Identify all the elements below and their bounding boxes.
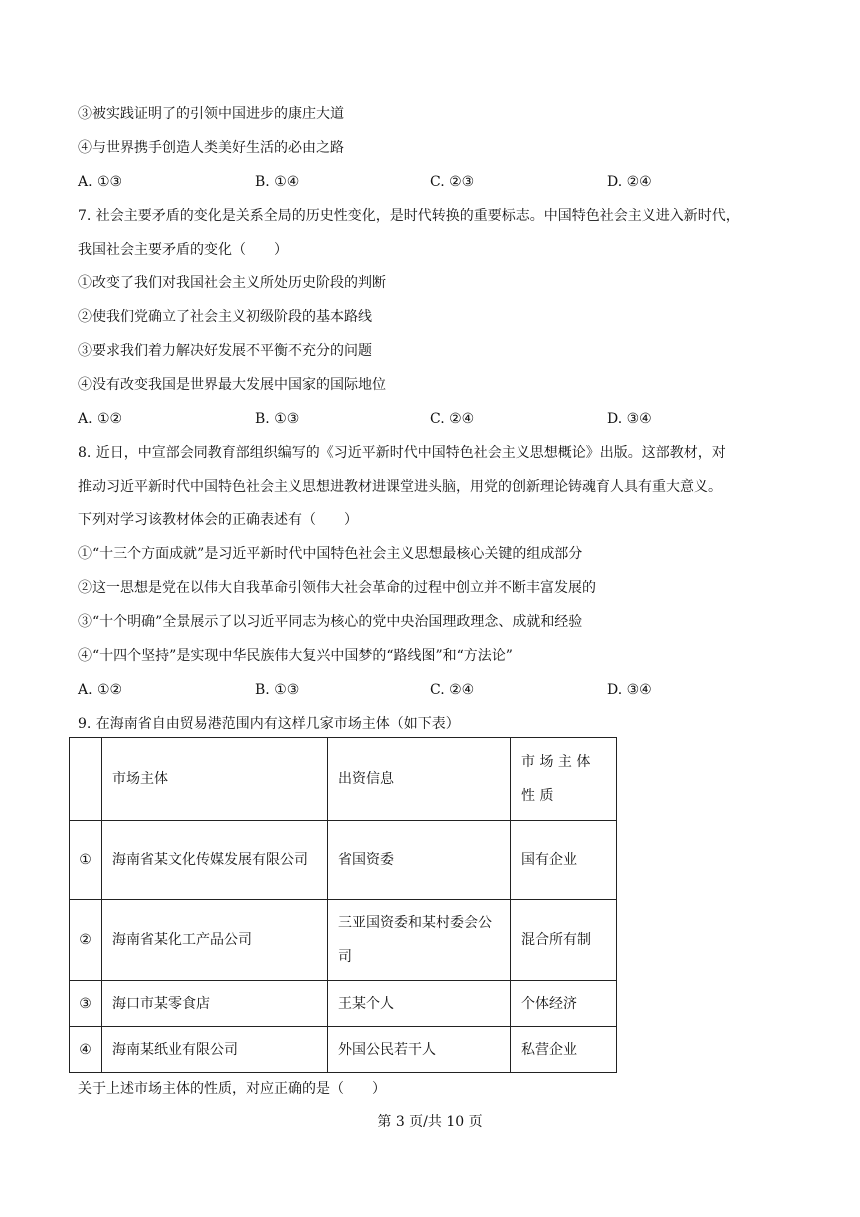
q7-item-4: ④没有改变我国是世界最大发展中国家的国际地位: [78, 377, 386, 393]
row-funding: 三亚国资委和某村委会公司: [328, 900, 511, 981]
row-index: ②: [70, 900, 102, 981]
q6-option-c[interactable]: C. ②③: [430, 174, 475, 190]
q6-item-4: ④与世界携手创造人类美好生活的必由之路: [78, 140, 344, 156]
table-header-row: [70, 738, 617, 821]
q8-options: [78, 680, 778, 700]
q7-item-1: ①改变了我们对我国社会主义所处历史阶段的判断: [78, 275, 386, 291]
q6-options: [78, 172, 778, 192]
q8-item-4: ④“十四个坚持”是实现中华民族伟大复兴中国梦的“路线图”和“方法论”: [78, 648, 513, 664]
header-funding: 出资信息: [328, 738, 511, 821]
row-nature: 私营企业: [511, 1027, 617, 1073]
q7-item-3: ③要求我们着力解决好发展不平衡不充分的问题: [78, 343, 372, 359]
row-index: ④: [70, 1027, 102, 1073]
market-entity-table: [69, 737, 617, 1073]
header-entity: 市场主体: [102, 738, 328, 821]
row-entity: 海南省某化工产品公司: [102, 900, 328, 981]
q7-stem-line2: 我国社会主要矛盾的变化（ ）: [78, 242, 288, 258]
row-entity: 海口市某零食店: [102, 981, 328, 1027]
q8-item-2: ②这一思想是党在以伟大自我革命引领伟大社会革命的过程中创立并不断丰富发展的: [78, 580, 596, 596]
q7-option-c[interactable]: C. ②④: [430, 411, 475, 427]
table-row: [70, 1027, 617, 1073]
q8-option-a[interactable]: A. ①②: [78, 682, 123, 698]
row-index: ③: [70, 981, 102, 1027]
row-funding: 王某个人: [328, 981, 511, 1027]
row-entity: 海南省某文化传媒发展有限公司: [102, 821, 328, 900]
q6-option-d[interactable]: D. ②④: [607, 174, 652, 190]
row-funding: 外国公民若干人: [328, 1027, 511, 1073]
q8-option-c[interactable]: C. ②④: [430, 682, 475, 698]
row-index: ①: [70, 821, 102, 900]
q9-stem: 9. 在海南省自由贸易港范围内有这样几家市场主体（如下表）: [78, 716, 460, 732]
row-nature: 个体经济: [511, 981, 617, 1027]
q8-option-d[interactable]: D. ③④: [607, 682, 652, 698]
q6-option-a[interactable]: A. ①③: [78, 174, 123, 190]
q8-stem-line3: 下列对学习该教材体会的正确表述有（ ）: [78, 512, 358, 528]
page-number: 第 3 页/共 10 页: [377, 1114, 483, 1130]
q6-option-b[interactable]: B. ①④: [255, 174, 300, 190]
q6-item-3: ③被实践证明了的引领中国进步的康庄大道: [78, 106, 344, 122]
q7-options: [78, 409, 778, 429]
row-entity: 海南某纸业有限公司: [102, 1027, 328, 1073]
q8-item-3: ③“十个明确”全景展示了以习近平同志为核心的党中央治国理政理念、成就和经验: [78, 614, 583, 630]
header-index: [70, 738, 102, 821]
table-row: [70, 900, 617, 981]
q7-item-2: ②使我们党确立了社会主义初级阶段的基本路线: [78, 309, 372, 325]
q7-option-d[interactable]: D. ③④: [607, 411, 652, 427]
q7-option-b[interactable]: B. ①③: [255, 411, 300, 427]
q8-stem-line2: 推动习近平新时代中国特色社会主义思想进教材进课堂进头脑，用党的创新理论铸魂育人具有重大意义。: [78, 479, 722, 495]
q7-stem-line1: 7. 社会主要矛盾的变化是关系全局的历史性变化，是时代转换的重要标志。中国特色社会主义进入新时代，: [78, 208, 740, 224]
table-row: [70, 981, 617, 1027]
row-nature: 混合所有制: [511, 900, 617, 981]
header-nature: 市 场 主 体 性 质: [511, 738, 617, 821]
q8-item-1: ①“十三个方面成就”是习近平新时代中国特色社会主义思想最核心关键的组成部分: [78, 546, 583, 562]
table-row: [70, 821, 617, 900]
q8-option-b[interactable]: B. ①③: [255, 682, 300, 698]
row-funding: 省国资委: [328, 821, 511, 900]
q9-question: 关于上述市场主体的性质，对应正确的是（ ）: [78, 1081, 386, 1097]
q7-option-a[interactable]: A. ①②: [78, 411, 123, 427]
q8-stem-line1: 8. 近日，中宣部会同教育部组织编写的《习近平新时代中国特色社会主义思想概论》出版。这部教材，对: [78, 445, 726, 461]
row-nature: 国有企业: [511, 821, 617, 900]
